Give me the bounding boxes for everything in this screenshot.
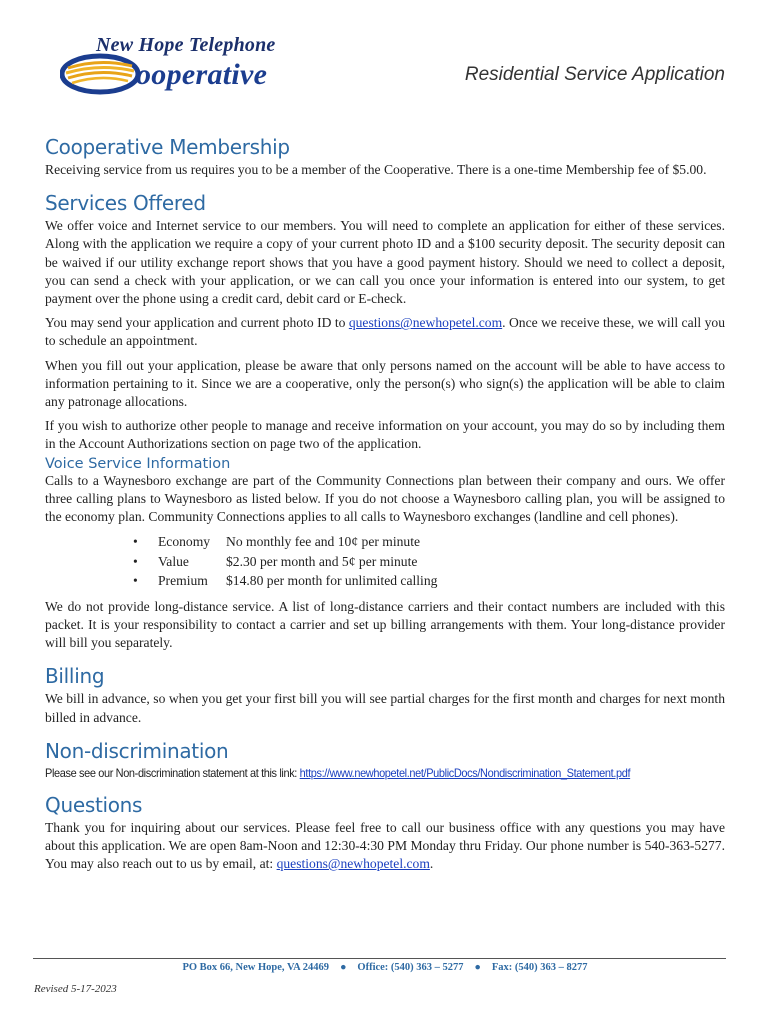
footer-separator: ● [340,962,347,973]
voice-paragraph-2: We do not provide long-distance service. A list of long-distance carriers and their contact numbers are included with this packet. It is your responsibility to contact a carrier and set up billing arrangements with them. Your long-distance provider will bill you separately. [45,598,725,651]
plan-name: Value [158,553,189,569]
document-body [45,135,725,885]
calling-plans-list [133,532,725,591]
bullet-icon: • [133,553,138,569]
plan-name: Premium [158,573,208,589]
billing-section [45,664,725,726]
logo-name-bottom: ooperative [136,58,268,91]
document-title: Residential Service Application [464,64,725,85]
footer-office-phone: Office: (540) 363 – 5277 [357,962,464,973]
voice-paragraph-1: Calls to a Waynesboro exchange are part of the Community Connections plan between their company and ours. We offer three calling plans to Waynesboro as listed below. If you do not choose a Waynesboro calling plan, you will be assigned to the economy plan. Community Connections applies to all calls to Waynesboro exchanges (landline and cell phones). [45,472,725,525]
billing-text: We bill in advance, so when you get your first bill you will see partial charges for the first month and charges for next month billed in advance. [45,691,725,725]
footer-contact [0,962,770,973]
membership-text: Receiving service from us requires you to be a member of the Cooperative. There is a one-time Membership fee of $5.00. [45,162,707,177]
company-logo [60,34,310,100]
plan-description: No monthly fee and 10¢ per minute [226,534,421,550]
services-heading: Services Offered [45,191,206,216]
nondiscrimination-link[interactable]: https://www.newhopetel.net/PublicDocs/Nondiscrimination_Statement.pdf [299,765,631,780]
questions-section [45,793,725,874]
plan-name: Economy [158,534,211,550]
logo-swoosh-icon [60,52,140,96]
revision-date: Revised 5-17-2023 [34,983,117,995]
list-item [133,532,725,552]
footer-address: PO Box 66, New Hope, VA 24469 [182,962,330,973]
plan-description: $2.30 per month and 5¢ per minute [226,553,418,569]
email-link[interactable]: questions@newhopetel.com [276,856,430,872]
services-paragraph-1: We offer voice and Internet service to our members. You will need to complete an application for either of these services. Along with the application we require a copy of your current photo ID and a $100 security deposit. The security deposit can be waived if our utility exchange report shows that you have a good payment history. Should we need to collect a deposit, you can send a check with your application, or we can call you once your information is entered into our system, to get payment over the phone using a credit card, debit card or E-check. [45,218,725,307]
voice-heading: Voice Service Information [45,455,231,472]
list-item [133,571,725,591]
footer-separator: ● [474,962,481,973]
services-paragraph-2: You may send your application and current photo ID to questions@newhopetel.com. Once we receive these, we will call you to schedule an appointment. [45,315,725,349]
services-paragraph-4: If you wish to authorize other people to manage and receive information on your account, you may do so by including them in the Account Authorizations section on page two of the application. [45,418,725,452]
bullet-icon: • [133,534,138,550]
footer-divider [33,958,726,959]
services-paragraph-3: When you fill out your application, please be aware that only persons named on the account will be able to have access to information pertaining to it. Since we are a cooperative, only the person(s) who sign(s) the application will be able to claim any patronage allocations. [45,357,725,410]
footer-fax: Fax: (540) 363 – 8277 [491,962,588,973]
services-section [45,191,725,652]
email-link[interactable]: questions@newhopetel.com [348,315,503,331]
membership-section [45,135,725,179]
questions-heading: Questions [45,792,143,817]
plan-description: $14.80 per month for unlimited calling [226,573,438,589]
membership-heading: Cooperative Membership [45,135,290,159]
bullet-icon: • [133,573,138,589]
nondiscrimination-section [45,739,725,781]
questions-text: Thank you for inquiring about our services. Please feel free to call our business office with any questions you may have about this application. We are open 8am-Noon and 12:30-4:30 PM Monday thru Friday. Our phone number is 540-363-5277. You may also reach out to us by email, at: questions@newhopetel.com. [45,819,725,872]
billing-heading: Billing [45,664,105,689]
list-item [133,552,725,572]
nondiscrimination-text: Please see our Non-discrimination statement at this link: https://www.newhopetel.net/PublicDocs/Nondiscrimination_Statement.pdf [45,765,631,780]
logo-name-top: New Hope Telephone [96,34,276,56]
nondiscrimination-heading: Non-discrimination [45,738,229,763]
